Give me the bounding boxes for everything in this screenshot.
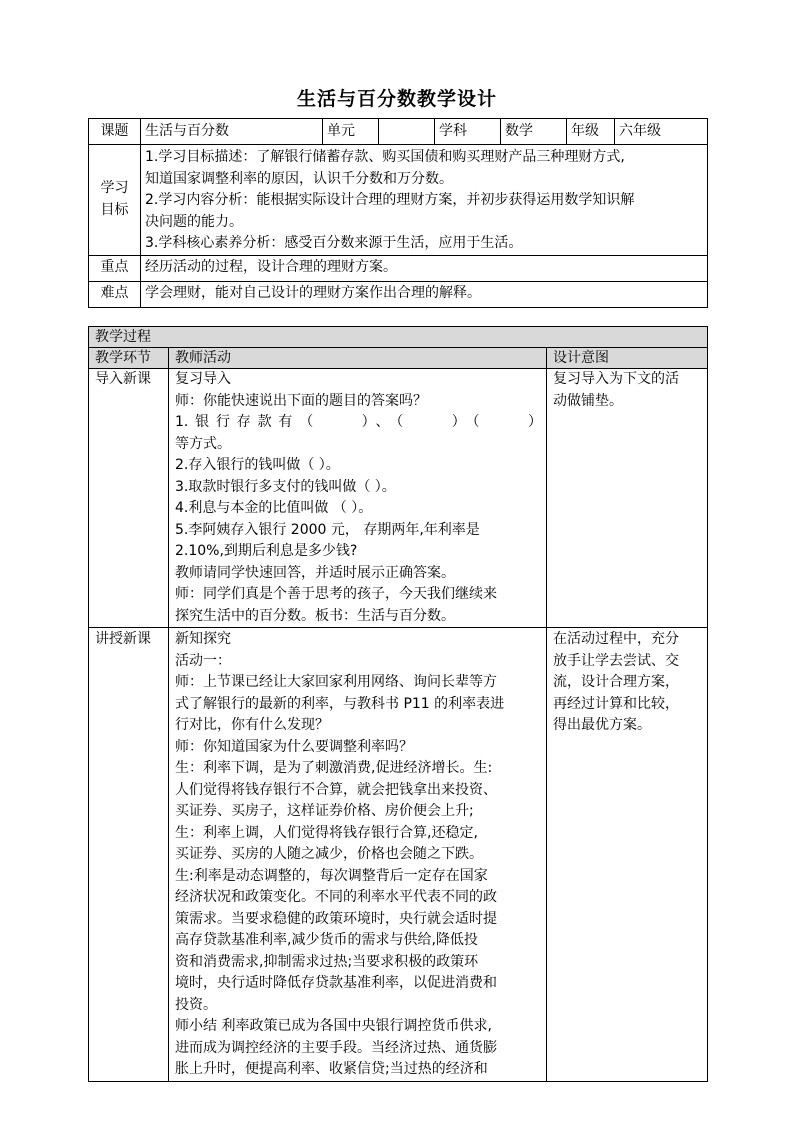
intent-line: 在活动过程中，充分 [553,631,679,647]
intent-line: 再经过计算和比较， [553,695,679,712]
teacher-line: 师小结 利率政策已成为各国中央银行调控货币供求, [175,1018,492,1034]
teacher-line: 买证券、买房子，这样证券价格、房价便会上升; [175,803,474,819]
zhongdian-label: 重点 [89,255,141,281]
teacher-line: 探究生活中的百分数。板书：生活与百分数。 [175,607,455,624]
intent-line: 复习导入为下文的活 [553,371,679,387]
teacher-line: 复习导入 [175,371,231,387]
teacher-line: 2.10%,到期后利息是多少钱? [175,543,358,559]
mubiao-line: 2.学习内容分析：能根据实际设计合理的理财方案，并初步获得运用数学知识解 [145,192,635,208]
keti-label: 课题 [89,119,141,145]
teacher-line: 高存贷款基准利率,减少货币的需求与供给,降低投 [175,932,478,948]
teacher-line: 生:利率是动态调整的，每次调整背后一定存在国家 [175,867,488,884]
teacher-line: 4.利息与本金的比值叫做 （ ）。 [175,500,373,516]
teacher-line: 人们觉得将钱存银行不合算，就会把钱拿出来投资、 [175,781,497,798]
intent-line: 放手让学去尝试、交 [553,652,679,669]
xueke-label: 学科 [435,119,501,145]
intent-cell [547,628,708,1082]
intent-cell [547,369,708,628]
mubiao-line: 3.学科核心素养分析：感受百分数来源于生活，应用于生活。 [145,235,523,251]
mubiao-line: 知道国家调整利率的原因，认识千分数和万分数。 [145,170,453,187]
info-table [88,118,708,308]
teacher-line: 胀上升时，便提高利率、收紧信贷;当过热的经济和 [175,1061,488,1077]
teacher-line: 师：你能快速说出下面的题目的答案吗？ [175,392,427,409]
mubiao-line: 决问题的能力。 [145,213,243,230]
teacher-cell [169,369,547,628]
teacher-line: 进而成为调控经济的主要手段。当经济过热、通货膨 [175,1039,497,1056]
teacher-line: 3.取款时银行多支付的钱叫做（ ）。 [175,478,396,495]
intent-line: 动做铺垫。 [553,392,623,409]
teacher-line: 师：你知道国家为什么要调整利率吗？ [175,738,413,755]
danyuan-label: 单元 [323,119,379,145]
teacher-line: 买证券、买房的人随之减少，价格也会随之下跌。 [175,846,483,862]
nandian-label: 难点 [89,281,141,307]
table-row [89,369,708,628]
intent-line: 得出最优方案。 [553,717,651,733]
process-table [88,326,708,1082]
teacher-line: 式了解银行的最新的利率，与教科书 P11 的利率表进 [175,695,505,712]
teacher-line: 行对比，你有什么发现？ [175,717,329,733]
section-title: 教学过程 [89,327,708,348]
table-row [89,628,708,1082]
stage-cell: 导入新课 [89,369,169,628]
teacher-line: 生：利率下调，是为了刺激消费,促进经济增长。生: [175,760,493,776]
nandian-value: 学会理财，能对自己设计的理财方案作出合理的解释。 [141,281,708,307]
teacher-line: 境时，央行适时降低存贷款基准利率，以促进消费和 [175,975,497,991]
teacher-line: 2.存入银行的钱叫做（ ）。 [175,457,340,473]
teacher-line: 5.李阿姨存入银行 2000 元， 存期两年,年利率是 [175,521,480,538]
mubiao-line: 1.学习目标描述：了解银行储蓄存款、购买国债和购买理财产品三种理财方式, [145,149,625,165]
xueke-value: 数学 [501,119,567,145]
teacher-line: 1.银行存款有（ ）、（ ）（ ） [175,414,542,430]
keti-value: 生活与百分数 [141,119,323,145]
teacher-cell [169,628,547,1082]
teacher-line: 活动一： [175,652,231,669]
teacher-line: 新知探究 [175,631,231,647]
header-teacher: 教师活动 [169,348,547,369]
teacher-line: 教师请同学快速回答，并适时展示正确答案。 [175,564,455,581]
nianji-label: 年级 [567,119,615,145]
teacher-line: 生：利率上调，人们觉得将钱存银行合算,还稳定, [175,824,478,841]
teacher-line: 师：同学们真是个善于思考的孩子，今天我们继续来 [175,586,497,602]
document-title: 生活与百分数教学设计 [296,88,497,110]
mubiao-label: 学习 目标 [89,145,141,256]
teacher-line: 投资。 [175,996,217,1013]
teacher-line: 等方式。 [175,435,231,452]
danyuan-value [379,119,435,145]
stage-cell: 讲授新课 [89,628,169,1082]
intent-line: 流，设计合理方案， [553,674,679,690]
header-stage: 教学环节 [89,348,169,369]
teacher-line: 策需求。当要求稳健的政策环境时，央行就会适时提 [175,910,497,927]
header-intent: 设计意图 [547,348,708,369]
nianji-value: 六年级 [615,119,708,145]
teacher-line: 师：上节课已经让大家回家利用网络、询问长辈等方 [175,674,497,690]
zhongdian-value: 经历活动的过程，设计合理的理财方案。 [141,255,708,281]
teacher-line: 经济状况和政策变化。不同的利率水平代表不同的政 [175,889,497,905]
teacher-line: 资和消费需求,抑制需求过热;当要求积极的政策环 [175,953,479,970]
mubiao-content [141,145,708,256]
